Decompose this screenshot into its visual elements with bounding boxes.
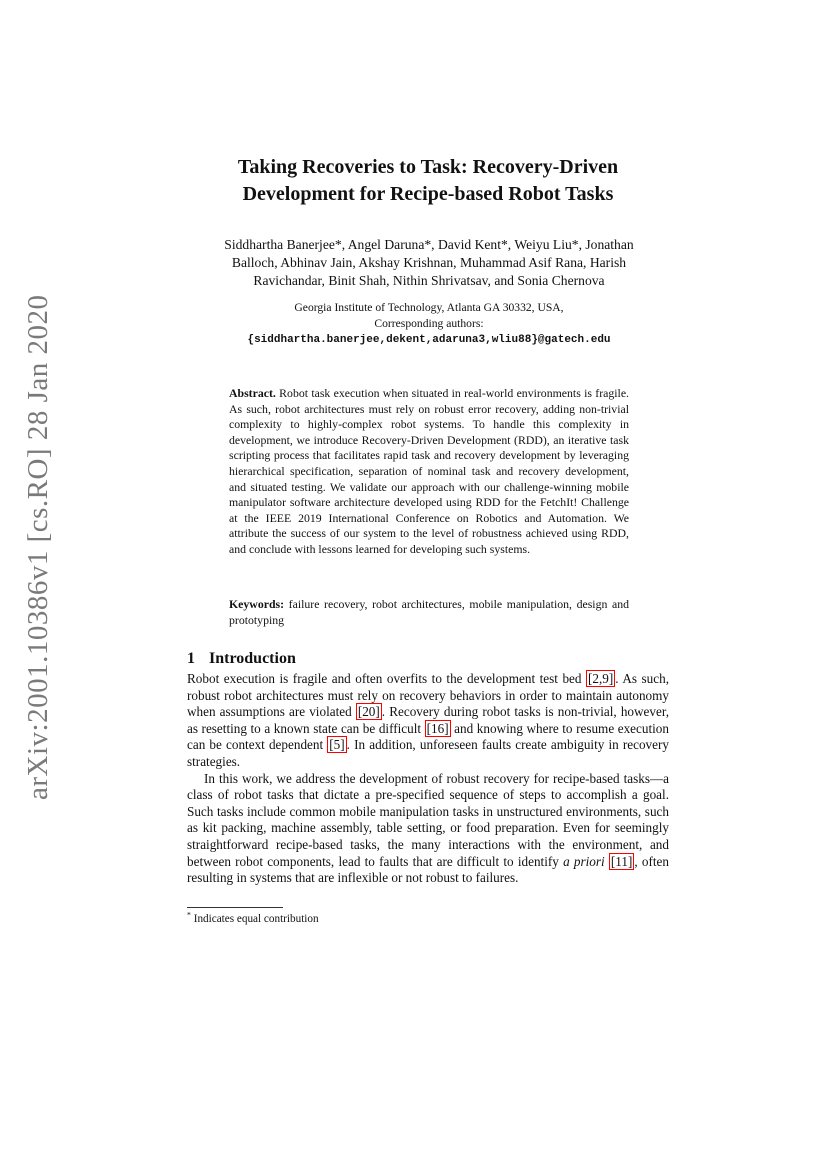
author-emails: {siddhartha.banerjee,dekent,adaruna3,wliu88}@gatech.edu: [247, 334, 611, 346]
author-list: [192, 236, 666, 290]
abstract: [229, 386, 629, 558]
para1-text-3: . Recovery during robot tasks is non-trivial, however, as resetting to a known state can be difficult: [187, 704, 669, 736]
body-text: [187, 671, 669, 887]
para2-text-1: In this work, we address the development of robust recovery for recipe-based tasks—a class of robot tasks that dictate a pre-specified sequence of steps to accomplish a goal. Such tasks include common mobile manipulation tasks in unstructured environments, such as kit packing, machine assembly, table setting, or food preparation. Even for seemingly straightforward recipe-based tasks, the many interactions with the environment, and between robot components, lead to faults that are difficult to identify: [187, 770, 669, 869]
author-line-1: Siddhartha Banerjee*, Angel Daruna*, David Kent*, Weiyu Liu*, Jonathan: [224, 237, 634, 252]
abstract-label: Abstract.: [229, 386, 276, 400]
para1-text-5: . In addition, unforeseen faults create ambiguity in recovery strategies.: [187, 737, 669, 769]
footnote-text: Indicates equal contribution: [193, 913, 319, 925]
citation-link[interactable]: [20]: [357, 704, 380, 720]
section-heading: [187, 650, 296, 668]
title-line-2: Development for Recipe-based Robot Tasks: [242, 183, 614, 205]
paragraph-1: [187, 671, 669, 771]
para1-text-1: Robot execution is fragile and often overfits to the development test bed: [187, 671, 587, 686]
keywords: [229, 597, 629, 628]
section-number: 1: [187, 650, 195, 667]
author-line-3: Ravichandar, Binit Shah, Nithin Shrivatsav, and Sonia Chernova: [253, 273, 605, 288]
title-line-1: Taking Recoveries to Task: Recovery-Driven: [237, 156, 619, 178]
footnote: [187, 912, 319, 926]
affiliation-line-2: Corresponding authors:: [374, 317, 484, 330]
para1-text-4: and knowing where to resume execution can be context dependent: [187, 720, 669, 753]
citation-link[interactable]: [5]: [329, 737, 345, 753]
footnote-rule: [187, 907, 283, 908]
affiliation: [208, 300, 650, 348]
paragraph-2: [187, 771, 669, 887]
abstract-text: Robot task execution when situated in real-world environments is fragile. As such, robot architectures must rely on robust error recovery, adding non-trivial complexity to highly-complex robot systems. To handle this complexity in development, we introduce Recovery-Driven Development (RDD), an iterative task scripting process that facilitates rapid task and recovery development by leveraging hierarchical specification, separation of nominal task and recovery development, and situated testing. We validate our approach with our challenge-winning mobile manipulator software architecture developed using RDD for the FetchIt! Challenge at the IEEE 2019 International Conference on Robotics and Automation. We attribute the success of our system to the level of robustness achieved using RDD, and conclude with lessons learned for developing such systems.: [229, 386, 630, 556]
para2-text-3: , often resulting in systems that are inflexible or not robust to failures.: [187, 853, 669, 886]
author-line-2: Balloch, Abhinav Jain, Akshay Krishnan, Muhammad Asif Rana, Harish: [231, 255, 627, 270]
arxiv-stamp: arXiv:2001.10386v1 [cs.RO] 28 Jan 2020: [22, 294, 54, 800]
para2-emphasis: a priori: [563, 853, 605, 869]
citation-link[interactable]: [11]: [610, 853, 633, 869]
paper-title: [150, 154, 706, 208]
section-title: Introduction: [209, 650, 296, 667]
footnote-mark: *: [187, 910, 191, 920]
keywords-label: Keywords:: [229, 597, 285, 611]
citation-link[interactable]: [2,9]: [588, 671, 614, 686]
citation-link[interactable]: [16]: [426, 720, 449, 736]
keywords-text: failure recovery, robot architectures, mobile manipulation, design and prototyping: [229, 597, 629, 627]
para1-text-2: . As such, robust robot architectures must rely on recovery behaviors in order to maintain autonomy when assumptions are violated: [187, 671, 669, 720]
affiliation-line-1: Georgia Institute of Technology, Atlanta GA 30332, USA,: [294, 301, 564, 314]
